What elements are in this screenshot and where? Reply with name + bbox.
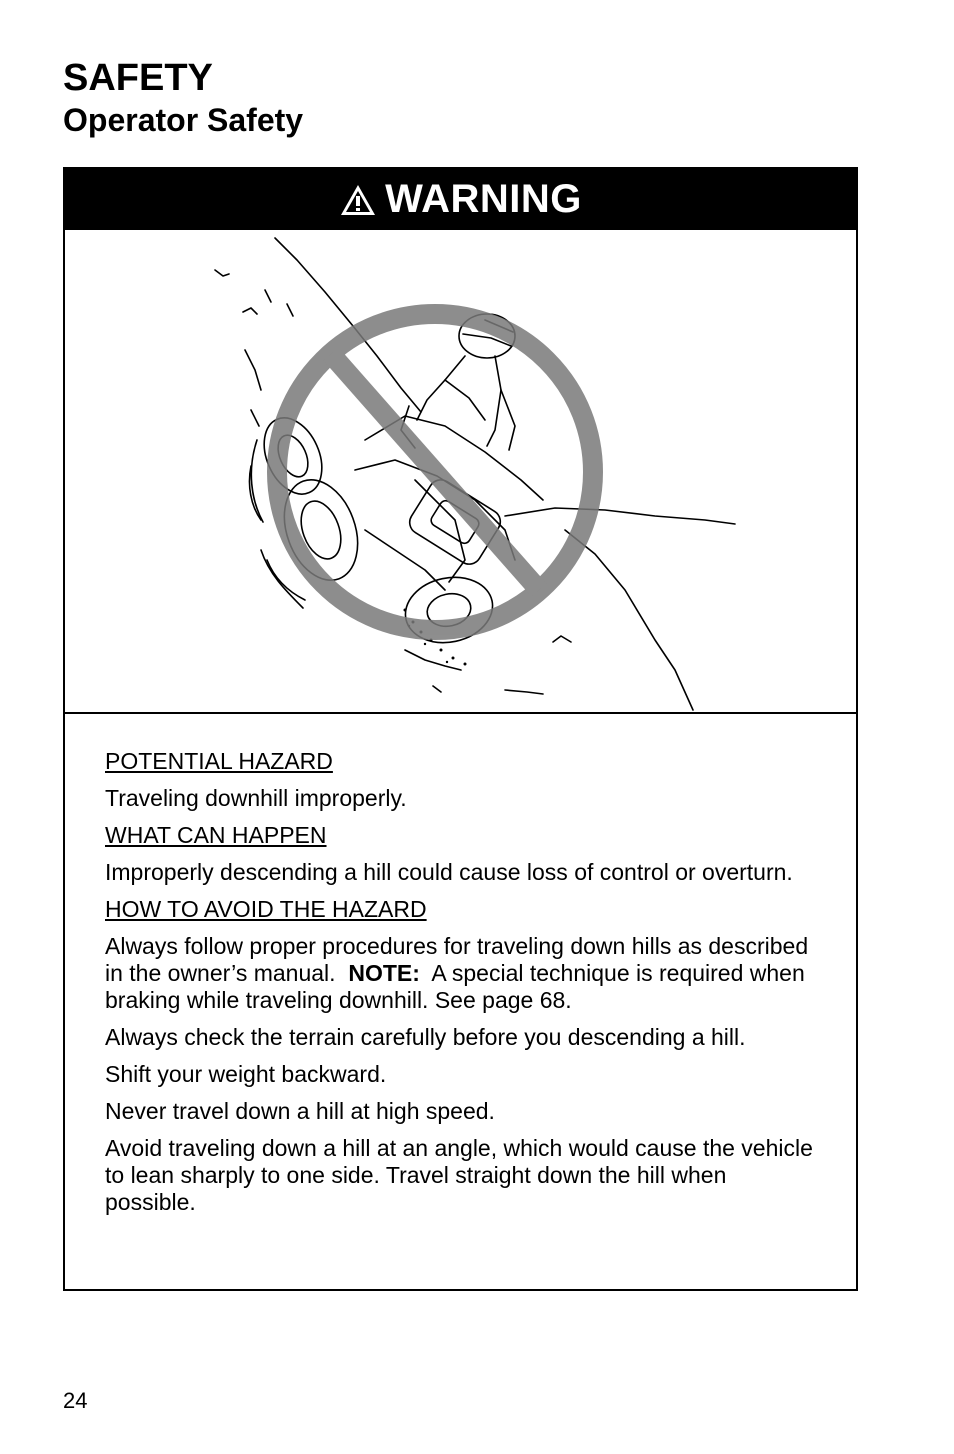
- prohibited-downhill-atv-illustration: [65, 230, 856, 714]
- avoid-paragraph-2: Always check the terrain carefully before you descending a hill.: [105, 1024, 746, 1050]
- potential-hazard-heading: POTENTIAL HAZARD: [105, 748, 333, 774]
- warning-triangle-icon: [339, 183, 377, 217]
- warning-title: WARNING: [385, 177, 582, 221]
- avoid-paragraph-5: Avoid traveling down a hill at an angle, which would cause the vehicle to lean sharply to one side. Travel straight down the hill when possible.: [105, 1135, 813, 1215]
- section-title: SAFETY: [63, 57, 213, 99]
- avoid-paragraph-3: Shift your weight backward.: [105, 1061, 387, 1087]
- avoid-paragraph-1: [105, 933, 816, 1014]
- avoid-paragraph-4: Never travel down a hill at high speed.: [105, 1098, 495, 1124]
- how-to-avoid-heading: HOW TO AVOID THE HAZARD: [105, 896, 427, 922]
- page-number: 24: [63, 1388, 88, 1413]
- warning-header: [65, 169, 856, 230]
- note-label: NOTE:: [348, 960, 420, 986]
- warning-box: [63, 167, 858, 1291]
- avoid-p1-text: Always follow proper procedures for traveling down hills as described in the owner’s manual.: [105, 933, 809, 986]
- warning-text: [65, 714, 856, 1216]
- section-subtitle: Operator Safety: [63, 102, 304, 138]
- what-can-happen-text: Improperly descending a hill could cause loss of control or overturn.: [105, 859, 793, 885]
- potential-hazard-text: Traveling downhill improperly.: [105, 785, 407, 811]
- what-can-happen-heading: WHAT CAN HAPPEN: [105, 822, 327, 848]
- note-text: A special technique is required when braking while traveling downhill. See page 68.: [105, 960, 805, 1013]
